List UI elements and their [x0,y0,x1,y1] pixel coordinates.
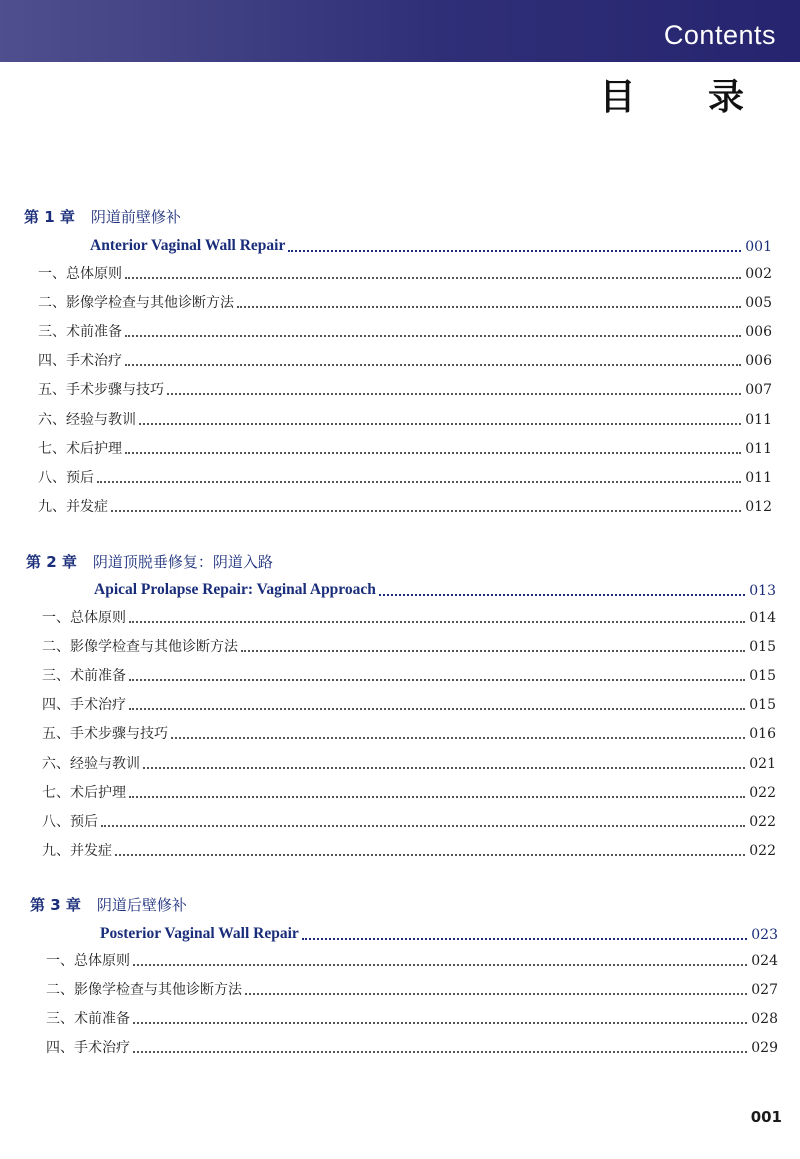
entry-page-number: 011 [745,411,772,428]
chapter-number: 第 1 章 [24,208,75,226]
entry-page-number: 016 [749,726,776,743]
entry-label: 四、手术治疗 [42,697,126,714]
entry-label: 三、术前准备 [38,324,122,341]
entry-label: 三、术前准备 [42,668,126,685]
chapter-heading [24,210,181,225]
toc-entry[interactable] [42,611,776,625]
entry-label: 三、术前准备 [46,1011,130,1028]
entry-page-number: 015 [749,639,776,656]
entry-page-number: 005 [745,295,772,312]
entry-label: 四、手术治疗 [38,353,122,370]
dot-leader [129,796,745,798]
entry-label: 二、影像学检查与其他诊断方法 [42,639,238,656]
toc-entry[interactable] [46,1041,778,1055]
entry-label: 七、术后护理 [38,440,122,457]
entry-page-number: 014 [749,610,776,626]
entry-label: 九、并发症 [42,842,112,859]
toc-entry[interactable] [42,786,776,800]
entry-page-number: 029 [751,1040,778,1057]
toc-entry[interactable] [46,1012,778,1026]
entry-page-number: 013 [749,582,776,599]
dot-leader [288,250,741,252]
dot-leader [379,594,745,596]
dot-leader [115,854,745,856]
toc-entry[interactable] [38,471,772,485]
english-title-entry[interactable] [90,238,772,254]
toc-entry[interactable] [42,640,776,654]
entry-page-number: 006 [745,324,772,341]
dot-leader [111,510,741,512]
dot-leader [129,708,745,710]
toc-entry[interactable] [38,296,772,310]
entry-label: 四、手术治疗 [46,1040,130,1057]
chapter-title: 阴道后壁修补 [96,896,187,914]
dot-leader [133,964,747,966]
toc-entry[interactable] [38,500,772,514]
entry-page-number: 028 [751,1011,778,1028]
entry-page-number: 002 [745,266,772,282]
chapter-number: 第 3 章 [30,896,81,914]
entry-page-number: 001 [745,238,772,255]
entry-page-number: 024 [751,953,778,969]
dot-leader [143,767,745,769]
entry-label: 八、预后 [42,813,98,830]
entry-label: Posterior Vaginal Wall Repair [100,925,299,942]
dot-leader [241,650,745,652]
dot-leader [125,335,741,337]
toc-entry[interactable] [42,727,776,741]
english-title-entry[interactable] [94,582,776,598]
dot-leader [101,825,745,827]
entry-label: 一、总体原则 [46,953,130,969]
dot-leader [245,993,747,995]
entry-label: 五、手术步骤与技巧 [38,382,164,399]
page-number: 001 [750,1108,782,1126]
dot-leader [302,938,747,940]
dot-leader [167,393,741,395]
entry-label: 二、影像学检查与其他诊断方法 [38,295,234,312]
entry-label: 一、总体原则 [38,266,122,282]
toc-entry[interactable] [42,844,776,858]
banner-title: Contents [663,20,776,50]
entry-label: 七、术后护理 [42,784,126,801]
dot-leader [133,1051,747,1053]
toc-entry[interactable] [38,413,772,427]
toc-entry[interactable] [38,325,772,339]
dot-leader [139,423,741,425]
entry-page-number: 011 [745,469,772,486]
dot-leader [171,737,745,739]
toc-entry[interactable] [46,954,778,968]
dot-leader [125,364,741,366]
entry-page-number: 022 [749,813,776,830]
dot-leader [237,306,741,308]
toc-entry[interactable] [42,757,776,771]
entry-page-number: 027 [751,982,778,999]
entry-label: 一、总体原则 [42,610,126,626]
entry-page-number: 011 [745,440,772,457]
dot-leader [129,621,745,623]
toc-entry[interactable] [38,267,772,281]
chapter-heading [30,898,187,913]
dot-leader [97,481,741,483]
entry-page-number: 023 [751,926,778,943]
english-title-entry[interactable] [100,926,778,942]
toc-entry[interactable] [42,698,776,712]
toc-entry[interactable] [46,983,778,997]
dot-leader [125,452,741,454]
entry-page-number: 006 [745,353,772,370]
toc-entry[interactable] [42,815,776,829]
entry-label: 六、经验与教训 [42,755,140,772]
chapter-title: 阴道顶脱垂修复：阴道入路 [92,553,273,571]
entry-label: 九、并发症 [38,498,108,515]
entry-page-number: 007 [745,382,772,399]
entry-label: 五、手术步骤与技巧 [42,726,168,743]
toc-entry[interactable] [38,442,772,456]
entry-label: 八、预后 [38,469,94,486]
entry-page-number: 015 [749,697,776,714]
contents-banner [0,0,800,62]
chapter-number: 第 2 章 [26,553,77,571]
toc-entry[interactable] [38,383,772,397]
entry-page-number: 021 [749,755,776,772]
page-title: 目 录 [599,77,774,118]
toc-entry[interactable] [38,354,772,368]
dot-leader [125,277,741,279]
entry-label: 六、经验与教训 [38,411,136,428]
entry-label: 二、影像学检查与其他诊断方法 [46,982,242,999]
chapter-title: 阴道前壁修补 [90,208,181,226]
entry-page-number: 012 [745,498,772,515]
chapter-heading [26,555,273,570]
toc-entry[interactable] [42,669,776,683]
entry-label: Anterior Vaginal Wall Repair [90,237,286,254]
dot-leader [133,1022,747,1024]
entry-page-number: 015 [749,668,776,685]
entry-page-number: 022 [749,842,776,859]
entry-page-number: 022 [749,784,776,801]
dot-leader [129,679,745,681]
entry-label: Apical Prolapse Repair: Vaginal Approach [94,581,376,598]
